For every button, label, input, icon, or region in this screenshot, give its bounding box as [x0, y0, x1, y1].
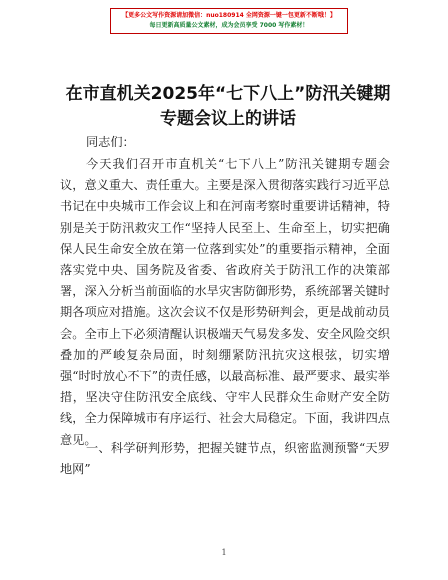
promo-banner-line1: 【更多公文写作资源请加微信：nuo180914 全网资源一键一包更新不断哦！】	[122, 12, 336, 19]
body-paragraph: 今天我们召开市直机关“七下八上”防汛关键期专题会议，意义重大、责任重大。主要是深入贯彻落实践行习近平总书记在中央城市工作会议上和在河南考察时重要讲话精神，特别是关于防汛救灾工作“坚持人民至上、生命至上，切实把确保人民生命安全放在第一位落到实处”的重要指示精神，全面落实党中央、国务院及省委、省政府关于防汛工作的决策部署，深入分析当前面临的水旱灾害防御形势，系统部署关键时期各项应对措施。这次会议不仅是形势研判会，更是战前动员会。全市上下必须清醒认识极端天气易发多发、安全风险交织叠加的严峻复杂局面，时刻绷紧防汛抗灾这根弦，切实增强“时时放心不下”的责任感，以最高标准、最严要求、最实举措，坚决守住防汛安全底线、守牢人民群众生命财产安全防线，全力保障城市有序运行、社会大局稳定。下面，我讲四点意见。	[60, 157, 390, 447]
promo-banner-line2: 每日更新高质量公文素材，成为会员享受 7000 写作素材！	[149, 22, 309, 29]
promo-banner	[110, 8, 348, 34]
greeting: 同志们：	[86, 135, 135, 149]
document-title: 在市直机关2025年“七下八上”防汛关键期专题会议上的讲话	[65, 84, 391, 129]
page-number: 1	[221, 548, 227, 557]
section-heading: 一、科学研判形势，把握关键节点，织密监测预警“天罗地网”	[60, 441, 390, 477]
